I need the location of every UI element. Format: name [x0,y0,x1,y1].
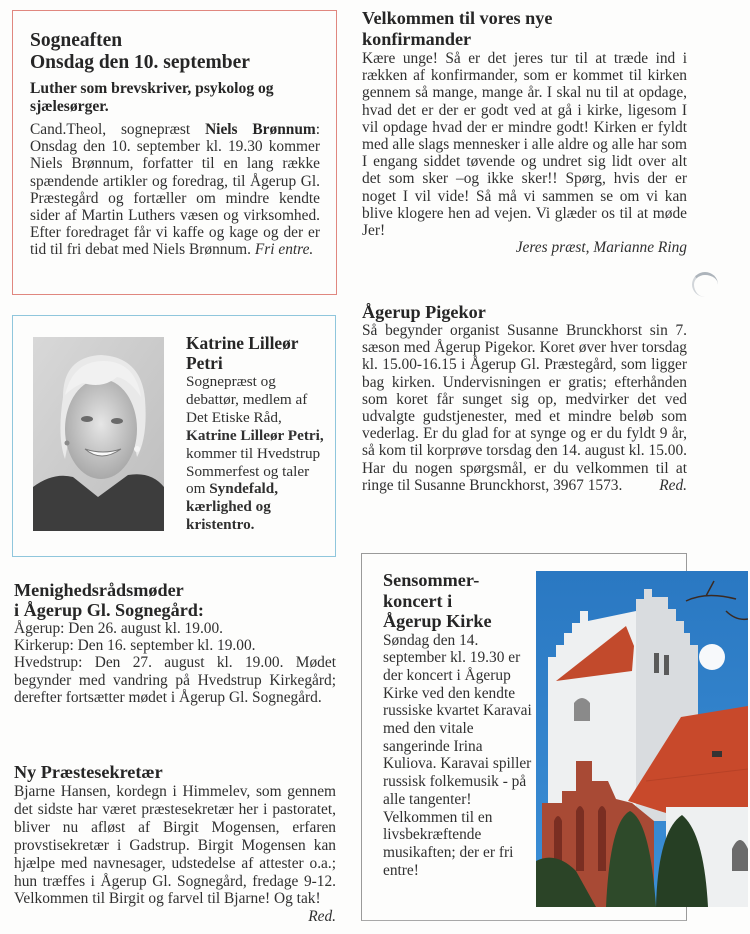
katrine-title-line1: Katrine Lilleør [186,333,299,353]
sogneaften-intro: Cand.Theol, sognepræst [30,121,206,138]
pigekor-article [362,302,687,494]
menighedsraad-line-aagerup: Ågerup: Den 26. august kl. 19.00. [14,620,224,637]
sogneaften-article [30,30,320,259]
church-photo-icon [536,571,748,907]
praestesekretaer-article [14,762,336,926]
koncert-body: Søndag den 14. september kl. 19.30 er der koncert i Ågerup Kirke ved den kendte russiske kvartet Karavai med den vitale sangerinde Irina Kuliova. Karavai spiller russisk folkemusik - på alle tangenter! Velkommen til en livsbekræftende musikaften; der er fri entre! [383,631,532,879]
konfirmander-body: Kære unge! Så er det jeres tur til at træde ind i rækken af konfirmander, som er kommet til kirken gennem så mange, mange år. I skal nu til at opdage, hvad det er der er godt ved at gå i kirke, ligesom I vil opdage hvad der er mindre godt! Kirken er fyldt med alle slags mennesker i alle aldre og alle har som I engang siddet tøvende og undret sig lidt over alt det som sker –og ikke sker!! Spørg, hvis der er noget I vil vide! Så må vi sammen se om vi kan blive klogere hen ad vejen. Vi glæder os til at møde Jer! [362,50,687,240]
praestesekretaer-signature: Red. [308,908,336,926]
koncert-article [383,570,533,879]
katrine-title [186,333,326,373]
koncert-title-line3: Ågerup Kirke [383,611,492,631]
koncert-title-line1: Sensommer- [383,570,480,590]
katrine-name: Katrine Lilleør Petri, [186,426,324,444]
konfirmander-signature: Jeres præst, Marianne Ring [515,239,687,257]
koncert-title-line2: koncert i [383,590,453,611]
menighedsraad-title [14,580,336,620]
praestesekretaer-text: Bjarne Hansen, kordegn i Himmelev, som gennem det sidste har været præstesekretær her i pastoratet, bliver nu afløst af Birgit Mogensen, erfaren provstisekretær i Gadstrup. Birgit Mogensen kan hjælpe med navnesager, udstedelse af attester o.a.; hun træffes i Ågerup Gl. Sognegård, fredage 9-12. Velkommen til Birgit og farvel til Bjarne! Og tak! [14,783,336,908]
pigekor-signature: Red. [659,476,687,494]
menighedsraad-line-hvedstrup: Hvedstrup: Den 27. august kl. 19.00. Mødet begynder med vandring på Hvedstrup Kirkegård; derefter fortsætter mødet i Ågerup Gl. Sognegård. [14,654,336,706]
katrine-body2: kommer til Hvedstrup Sommerfest og taler om [186,444,321,498]
pigekor-title: Ågerup Pigekor [362,302,486,322]
church-photo-svg [536,571,748,907]
katrine-title-line2: Petri [186,353,223,373]
katrine-topic: Syndefald, kærlighed og kristentro. [186,480,279,534]
pigekor-text: Så begynder organist Susanne Brunckhorst sin 7. sæson med Ågerup Pigekor. Koret øver hver torsdag kl. 15.00-16.15 i Ågerup Gl. Præstegård, som ligger bag kirken. Undervisningen er gratis; efterhånden som koret får sunget sig op, medvirker det ved udvalgte gudstjenester, med et mindre beløb som vederlag. Er du glad for at synge og er du fyldt 9 år, så kom til korprøve torsdag den 14. august kl. 15.00. Har du nogen spørgsmål, er du velkommen til at ringe til Susanne Brunckhorst, 3967 1573. [362,322,687,494]
katrine-body [186,373,326,534]
menighedsraad-title-line2: i Ågerup Gl. Sognegård: [14,600,204,620]
menighedsraad-line-kirkerup: Kirkerup: Den 16. september kl. 19.00. [14,637,256,655]
sogneaften-body [30,121,320,259]
menighedsraad-article [14,580,336,706]
sogneaften-title-line2: Onsdag den 10. september [30,52,250,73]
praestesekretaer-body [14,783,336,926]
konfirmander-article [362,8,687,256]
sogneaften-title-line1: Sogneaften [30,30,123,51]
koncert-title [383,570,533,632]
sogneaften-subtitle: Luther som brevskriver, psykolog og sjælesørger. [30,80,274,115]
portrait-photo-icon [33,337,164,531]
sogneaften-speaker: Niels Brønnum [205,121,316,138]
pigekor-body [362,322,687,494]
katrine-article [186,333,326,534]
katrine-body1: Sognepræst og debattør, medlem af Det Etiske Råd, [186,373,308,426]
sogneaften-entry: Fri entre. [254,241,314,259]
konfirmander-title: Velkommen til vores nye konfirmander [362,8,553,49]
sogneaften-text: : Onsdag den 10. september kl. 19.30 kommer Niels Brønnum, forfatter til en lang række spændende artikler og foredrag, til Ågerup Gl. Præstegård og fortæller om mindre kendte sider af Martin Luthers væsen og virksomhed. Efter foredraget får vi kaffe og kage og der er tid til fri debat med Niels Brønnum. [30,121,320,259]
portrait-photo-svg [33,337,164,531]
punch-hole-icon [692,272,718,297]
sogneaften-title [30,30,320,74]
menighedsraad-title-line1: Menighedsrådsmøder [14,580,184,600]
praestesekretaer-title: Ny Præstesekretær [14,762,163,782]
